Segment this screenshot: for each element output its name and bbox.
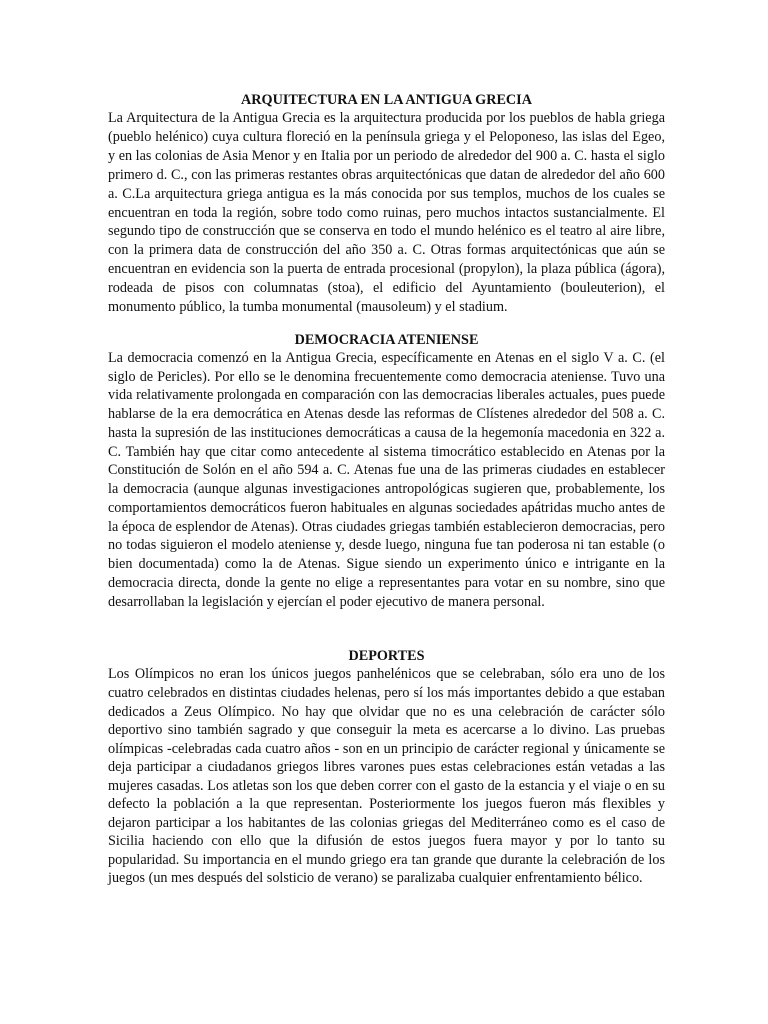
section-body: Los Olímpicos no eran los únicos juegos panhelénicos que se celebraban, sólo era uno de los cuatro celebrados en distintas ciudades helenas, pero sí los más importantes debido a que estaban dedicados a Zeus Olímpico. No hay que olvidar que no es una celebración de carácter sólo deportivo sino también sagrado y que conseguir la meta es acercarse a lo divino. Las pruebas olímpicas -celebradas cada cuatro años - son en un principio de carácter regional y únicamente se deja participar a ciudadanos griegos libres varones pues estas celebraciones están vetadas a las mujeres casadas. Los atletas son los que deben correr con el gasto de la estancia y el viaje o en su defecto la población a la que representan. Posteriormente los juegos fueron más flexibles y dejaron participar a los habitantes de las colonias griegas del Mediterráneo como es el caso de Sicilia haciendo con ello que la difusión de estos juegos fuera mayor y por lo tanto su popularidad. Su importancia en el mundo griego era tan grande que durante la celebración de los juegos (un mes después del solsticio de verano) se paralizaba cualquier enfrentamiento bélico. — [108, 666, 665, 887]
section-title: DEPORTES — [348, 648, 425, 665]
document-page — [108, 92, 665, 888]
section-democracia — [108, 332, 665, 612]
section-body: La democracia comenzó en la Antigua Grecia, específicamente en Atenas en el siglo V a. C. (el siglo de Pericles). Por ello se le denomina frecuentemente como democracia ateniense. Tuvo una vida relativamente prolongada en comparación con las democracias liberales actuales, pues puede hablarse de la era democrática en Atenas desde las reformas de Clístenes alrededor del 508 a. C. hasta la supresión de las instituciones democráticas a causa de la hegemonía macedonia en 322 a. C. También hay que citar como antecedente al sistema timocrático establecido en Atenas por la Constitución de Solón en el año 594 a. C. Atenas fue una de las primeras ciudades en establecer la democracia (aunque algunas investigaciones antropológicas sugieren que, probablemente, los comportamientos democráticos fueron habituales en algunas sociedades apátridas mucho antes de la época de esplendor de Atenas). Otras ciudades griegas también establecieron democracias, pero no todas siguieron el modelo ateniense y, desde luego, ninguna fue tan poderosa ni tan estable (o bien documentada) como la de Atenas. Sigue siendo un experimento único e intrigante en la democracia directa, donde la gente no elige a representantes para votar en su nombre, sino que desarrollaban la legislación y ejercían el poder ejecutivo de manera personal. — [108, 349, 665, 610]
section-body: La Arquitectura de la Antigua Grecia es la arquitectura producida por los pueblos de habla griega (pueblo helénico) cuya cultura floreció en la península griega y el Peloponeso, las islas del Egeo, y en las colonias de Asia Menor y en Italia por un periodo de alrededor del 900 a. C. hasta el siglo primero d. C., con las primeras restantes obras arquitectónicas que datan de alrededor del año 600 a. C.La arquitectura griega antigua es la más conocida por sus templos, muchos de los cuales se encuentran en toda la región, sobre todo como ruinas, pero muchos intactos sustancialmente. El segundo tipo de construcción que se conserva en todo el mundo helénico es el teatro al aire libre, con la primera data de construcción del año 350 a. C. Otras formas arquitectónicas que aún se encuentran en evidencia son la puerta de entrada procesional (propylon), la plaza pública (ágora), rodeada de pisos con columnatas (stoa), el edificio del Ayuntamiento (bouleuterion), el monumento público, la tumba monumental (mausoleum) y el stadium. — [108, 110, 665, 316]
section-arquitectura — [108, 92, 665, 317]
section-title: ARQUITECTURA EN LA ANTIGUA GRECIA — [241, 92, 532, 108]
section-title: DEMOCRACIA ATENIENSE — [294, 331, 479, 348]
section-deportes — [108, 648, 665, 888]
